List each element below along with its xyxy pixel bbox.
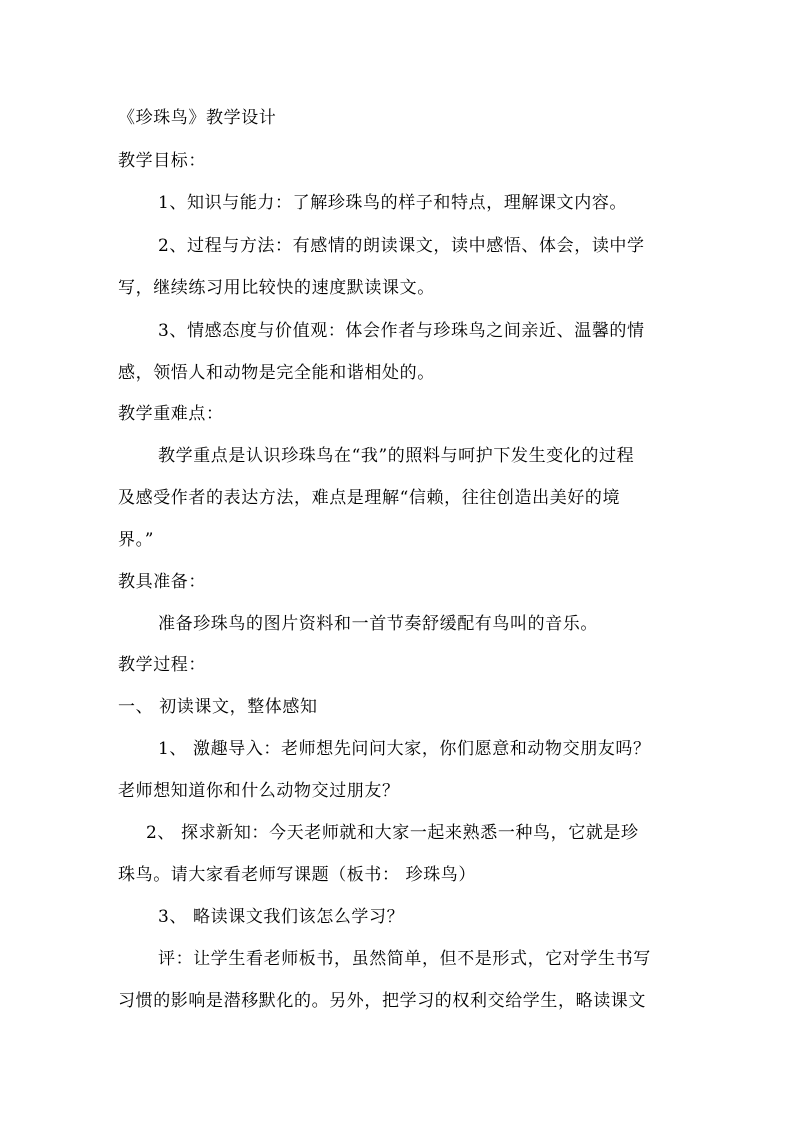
objective-line: 3、情感态度与价值观：体会作者与珍珠鸟之间亲近、温馨的情 <box>158 321 645 341</box>
materials-text: 准备珍珠鸟的图片资料和一首节奏舒缓配有鸟叫的音乐。 <box>158 614 598 634</box>
objective-line: 2、过程与方法：有感情的朗读课文，读中感悟、体会，读中学 <box>158 236 645 256</box>
objective-line: 写，继续练习用比较快的速度默读课文。 <box>118 278 435 298</box>
comment-line: 评：让学生看老师板书，虽然简单，但不是形式，它对学生书写 <box>158 949 651 969</box>
step-line: 老师想知道你和什么动物交过朋友？ <box>118 781 400 801</box>
keypoints-line: 及感受作者的表达方法，难点是理解“信赖，往往创造出美好的境 <box>118 488 621 508</box>
objective-line: 感，领悟人和动物是完全能和谐相处的。 <box>118 363 435 383</box>
step-line: 1、 激趣导入：老师想先问问大家，你们愿意和动物交朋友吗？ <box>158 739 651 759</box>
section-heading: 一、 初读课文，整体感知 <box>118 697 318 717</box>
step-line: 2、 探求新知：今天老师就和大家一起来熟悉一种鸟，它就是珍 <box>146 823 639 843</box>
materials-heading: 教具准备： <box>118 572 206 592</box>
objective-line: 1、知识与能力：了解珍珠鸟的样子和特点，理解课文内容。 <box>158 193 628 213</box>
comment-line: 习惯的影响是潜移默化的。另外，把学习的权利交给学生，略读课文 <box>118 991 646 1011</box>
keypoints-heading: 教学重难点： <box>118 404 224 424</box>
keypoints-line: 教学重点是认识珍珠鸟在“我”的照料与呵护下发生变化的过程 <box>158 446 635 466</box>
step-line: 3、 略读课文我们该怎么学习？ <box>158 907 405 927</box>
objectives-heading: 教学目标： <box>118 151 206 171</box>
process-heading: 教学过程： <box>118 655 206 675</box>
keypoints-line: 界。” <box>118 530 154 550</box>
document-title: 《珍珠鸟》教学设计 <box>118 108 277 128</box>
step-line: 珠鸟。请大家看老师写课题（板书： 珍珠鸟） <box>118 865 477 885</box>
